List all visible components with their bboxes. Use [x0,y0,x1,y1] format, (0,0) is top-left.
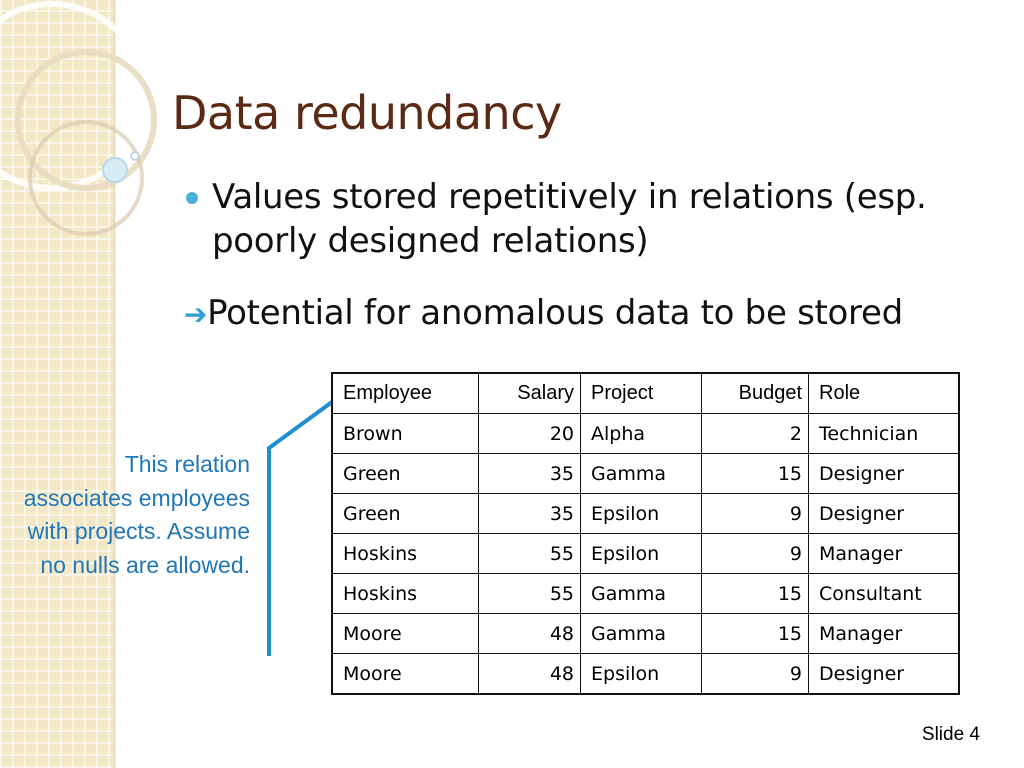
column-header: Salary [479,373,581,414]
table-cell: Epsilon [581,654,702,695]
table-cell: 9 [702,534,809,574]
bullet-point [186,176,1006,263]
slide-title: Data redundancy [172,86,562,140]
table-row [332,494,959,534]
annotation-note: This relation associates employees with projects. Assume no nulls are allowed. [23,451,250,578]
table-cell: Technician [809,414,960,454]
table-cell: Green [332,454,479,494]
employee-project-table [331,372,960,695]
table-row [332,454,959,494]
bullet-dot-icon [186,192,198,204]
table-cell: 15 [702,454,809,494]
table-row [332,614,959,654]
table-cell: 55 [479,574,581,614]
table-cell: 15 [702,614,809,654]
table-cell: 48 [479,654,581,695]
table-cell: 20 [479,414,581,454]
table-cell: Brown [332,414,479,454]
table-cell: 9 [702,654,809,695]
table-cell: Consultant [809,574,960,614]
callout-bracket [260,392,340,662]
column-header: Budget [702,373,809,414]
table-row [332,654,959,695]
column-header: Employee [332,373,479,414]
table-cell: Designer [809,654,960,695]
table-cell: 55 [479,534,581,574]
table-cell: Green [332,494,479,534]
table-row [332,534,959,574]
bullet-text: Values stored repetitively in relations (esp. poorly designed relations) [212,177,927,261]
table-cell: Manager [809,614,960,654]
table-cell: Alpha [581,414,702,454]
table-cell: 35 [479,494,581,534]
decorative-bubble-icon [103,158,127,182]
table-cell: Moore [332,614,479,654]
table-row [332,574,959,614]
table-cell: 2 [702,414,809,454]
arrow-right-icon: ➔ [184,298,208,331]
table-cell: Designer [809,454,960,494]
table-cell: 48 [479,614,581,654]
column-header: Role [809,373,960,414]
table-cell: 35 [479,454,581,494]
table-cell: Gamma [581,614,702,654]
table-cell: 15 [702,574,809,614]
table-cell: Epsilon [581,494,702,534]
table-cell: Designer [809,494,960,534]
table-cell: Gamma [581,574,702,614]
column-header: Project [581,373,702,414]
table-cell: Epsilon [581,534,702,574]
implication-text: Potential for anomalous data to be stored [207,293,903,333]
table-cell: 9 [702,494,809,534]
table-row [332,414,959,454]
slide-number: Slide 4 [921,724,980,745]
implication-line [184,292,1004,336]
table-header-row [332,373,959,414]
table-cell: Gamma [581,454,702,494]
table-cell: Moore [332,654,479,695]
table-cell: Hoskins [332,574,479,614]
table-cell: Manager [809,534,960,574]
table-cell: Hoskins [332,534,479,574]
